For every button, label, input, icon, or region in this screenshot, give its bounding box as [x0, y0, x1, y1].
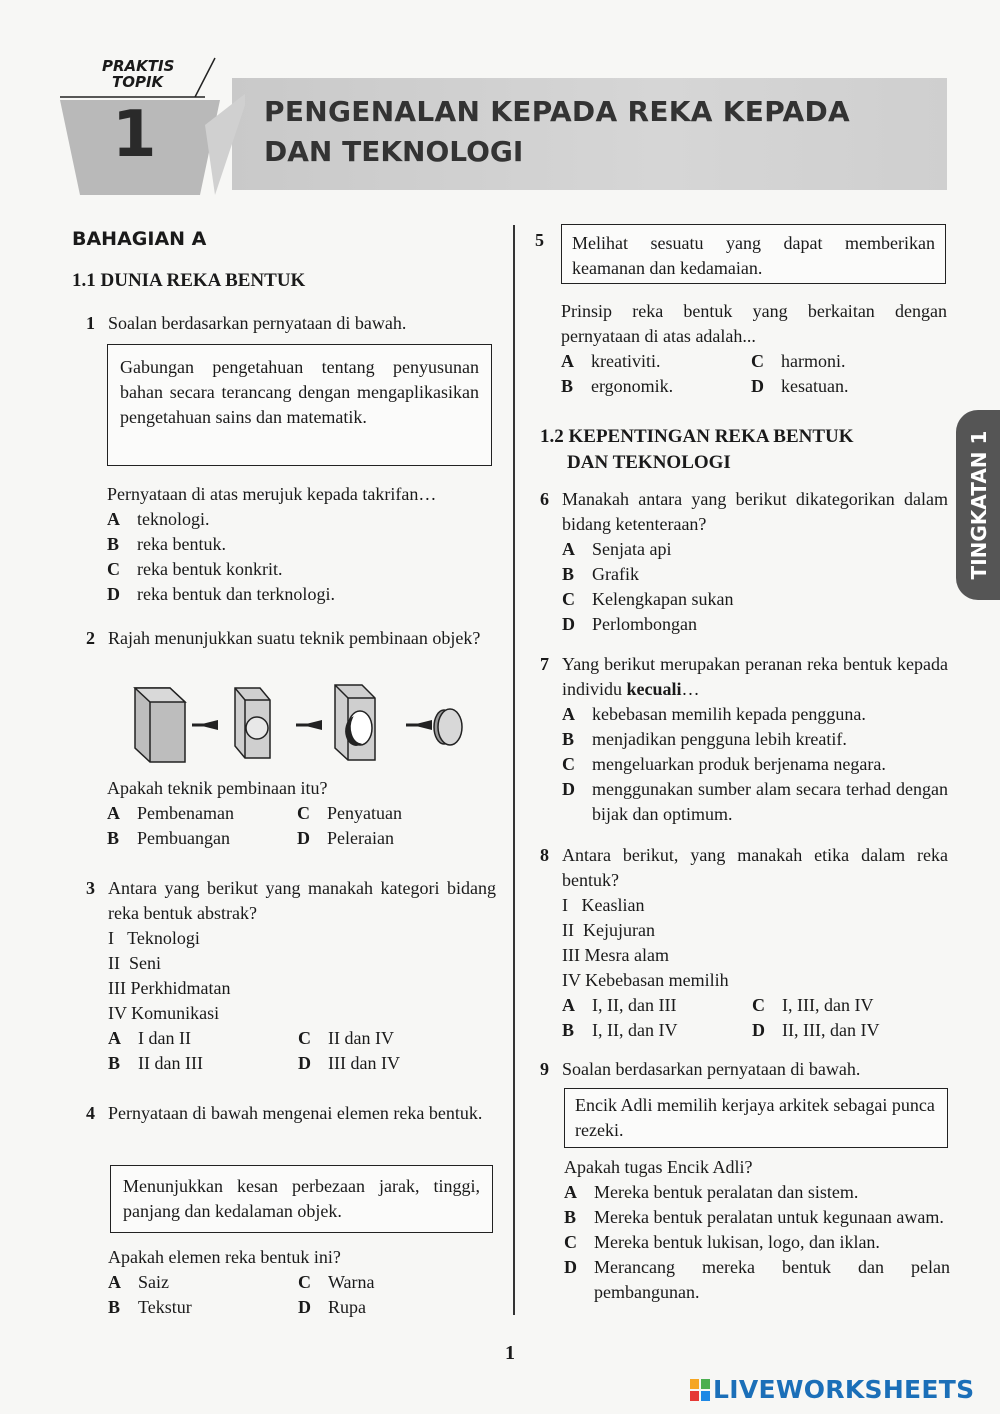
question-number: 7 [540, 654, 549, 674]
brand-logo-icon [690, 1379, 710, 1401]
option-b[interactable]: B Grafik [562, 564, 639, 584]
question-2-options [107, 776, 497, 851]
page-title-line2: DAN TEKNOLOGI [264, 135, 524, 168]
question-4-options [108, 1245, 498, 1320]
question-5-options [561, 299, 947, 399]
question-stem: Soalan berdasarkan pernyataan di bawah. [108, 313, 407, 333]
roman-item: I Teknologi [108, 928, 200, 948]
option-b[interactable]: B menjadikan pengguna lebih kreatif. [562, 729, 847, 749]
subsection-heading-1-1: 1.1 DUNIA REKA BENTUK [72, 270, 306, 291]
question-9-options [564, 1155, 950, 1305]
topik-label: TOPIK [112, 73, 164, 91]
question-stem: Antara berikut, yang manakah etika dalam reka bentuk? [562, 845, 948, 890]
question-number: 1 [86, 313, 95, 333]
question-stem: Antara yang berikut yang manakah kategori bidang reka bentuk abstrak? [108, 878, 496, 923]
option-c[interactable]: C Mereka bentuk lukisan, logo, dan iklan. [564, 1232, 880, 1252]
question-number: 8 [540, 845, 549, 865]
praktis-label: PRAKTIS [102, 57, 175, 75]
construction-diagram [130, 680, 470, 770]
option-b[interactable]: B reka bentuk. [107, 534, 226, 554]
subsection-heading-1-2: 1.2 KEPENTINGAN REKA BENTUK DAN TEKNOLOGI [540, 426, 854, 473]
roman-item: II Seni [108, 953, 161, 973]
option-c[interactable]: C harmoni. [751, 351, 846, 371]
option-a[interactable]: A I, II, dan III [562, 995, 677, 1015]
option-c[interactable]: C reka bentuk konkrit. [107, 559, 283, 579]
question-number: 4 [86, 1103, 95, 1123]
option-a[interactable]: A I dan II [108, 1028, 191, 1048]
column-divider [513, 225, 515, 1315]
option-d[interactable]: D kesatuan. [751, 376, 849, 396]
question-prompt: Apakah tugas Encik Adli? [564, 1157, 753, 1177]
question-1 [86, 311, 494, 336]
question-8 [540, 843, 948, 1043]
brand-logo [690, 1375, 974, 1404]
option-c[interactable]: C I, III, dan IV [752, 995, 874, 1015]
option-a[interactable]: A teknologi. [107, 509, 210, 529]
question-stem: Pernyataan di bawah mengenai elemen reka bentuk. [108, 1103, 483, 1123]
option-c[interactable]: C Penyatuan [297, 803, 402, 823]
option-c[interactable]: C II dan IV [298, 1028, 394, 1048]
statement-box: Melihat sesuatu yang dapat memberikan keamanan dan kedamaian. [561, 224, 946, 284]
statement-box: Gabungan pengetahuan tentang penyusunan bahan secara terancang dengan mengaplikasikan pengetahuan sains dan matematik. [107, 344, 492, 466]
side-tab-label: TINGKATAN 1 [967, 430, 991, 580]
question-number: 9 [540, 1059, 549, 1079]
option-b[interactable]: B II dan III [108, 1053, 203, 1073]
page-number: 1 [505, 1342, 515, 1364]
roman-item: III Mesra alam [562, 945, 669, 965]
question-prompt: Pernyataan di atas merujuk kepada takrifan… [107, 484, 437, 504]
question-number: 3 [86, 878, 95, 898]
option-c[interactable]: C Warna [298, 1272, 375, 1292]
roman-item: IV Kebebasan memilih [562, 970, 729, 990]
statement-box: Menunjukkan kesan perbezaan jarak, tinggi, panjang dan kedalaman objek. [110, 1165, 493, 1233]
option-d[interactable]: D Perlombongan [562, 614, 697, 634]
roman-item: IV Komunikasi [108, 1003, 220, 1023]
question-stem: Yang berikut merupakan peranan reka bentuk kepada individu kecuali… [562, 654, 948, 699]
option-a[interactable]: A Pembenaman [107, 803, 234, 823]
question-stem: Soalan berdasarkan pernyataan di bawah. [562, 1059, 861, 1079]
option-d[interactable]: D menggunakan sumber alam secara terhad dengan bijak dan optimum. [562, 779, 948, 824]
option-b[interactable]: B Tekstur [108, 1297, 192, 1317]
option-d[interactable]: D reka bentuk dan terknologi. [107, 584, 335, 604]
option-d[interactable]: D III dan IV [298, 1053, 400, 1073]
question-6 [540, 487, 948, 637]
brand-name[interactable]: LIVEWORKSHEETS [713, 1375, 975, 1404]
question-7 [540, 652, 948, 827]
option-a[interactable]: A Mereka bentuk peralatan dan sistem. [564, 1182, 859, 1202]
question-stem: Manakah antara yang berikut dikategorikan dalam bidang ketenteraan? [562, 489, 948, 534]
option-b[interactable]: B Mereka bentuk peralatan untuk kegunaan awam. [564, 1207, 944, 1227]
option-c[interactable]: C Kelengkapan sukan [562, 589, 734, 609]
option-d[interactable]: D Merancang mereka bentuk dan pelan pembangunan. [564, 1257, 950, 1302]
option-b[interactable]: B I, II, dan IV [562, 1020, 678, 1040]
roman-item: II Kejujuran [562, 920, 655, 940]
statement-box: Encik Adli memilih kerjaya arkitek sebagai punca rezeki. [564, 1088, 948, 1148]
option-a[interactable]: A Senjata api [562, 539, 672, 559]
question-prompt: Prinsip reka bentuk yang berkaitan dengan pernyataan di atas adalah... [561, 301, 947, 346]
option-c[interactable]: C mengeluarkan produk berjenama negara. [562, 754, 886, 774]
roman-item: III Perkhidmatan [108, 978, 231, 998]
option-d[interactable]: D Rupa [298, 1297, 366, 1317]
section-heading: BAHAGIAN A [72, 228, 207, 250]
option-a[interactable]: A kebebasan memilih kepada pengguna. [562, 704, 866, 724]
option-b[interactable]: B ergonomik. [561, 376, 674, 396]
option-b[interactable]: B Pembuangan [107, 828, 230, 848]
topic-number: 1 [112, 98, 157, 172]
header [0, 0, 1000, 200]
roman-item: I Keaslian [562, 895, 645, 915]
question-3 [86, 876, 496, 1076]
question-5-number: 5 [535, 230, 544, 250]
option-d[interactable]: D II, III, dan IV [752, 1020, 880, 1040]
question-number: 6 [540, 489, 549, 509]
option-d[interactable]: D Peleraian [297, 828, 394, 848]
question-9 [540, 1057, 948, 1082]
page-title-line1: PENGENALAN KEPADA REKA KEPADA [264, 95, 850, 128]
option-a[interactable]: A kreativiti. [561, 351, 661, 371]
question-1-options [107, 482, 497, 607]
question-4 [86, 1101, 496, 1126]
option-a[interactable]: A Saiz [108, 1272, 169, 1292]
question-stem: Rajah menunjukkan suatu teknik pembinaan objek? [108, 628, 481, 648]
question-prompt: Apakah teknik pembinaan itu? [107, 778, 328, 798]
question-number: 2 [86, 628, 95, 648]
question-prompt: Apakah elemen reka bentuk ini? [108, 1247, 341, 1267]
question-2 [86, 626, 494, 651]
